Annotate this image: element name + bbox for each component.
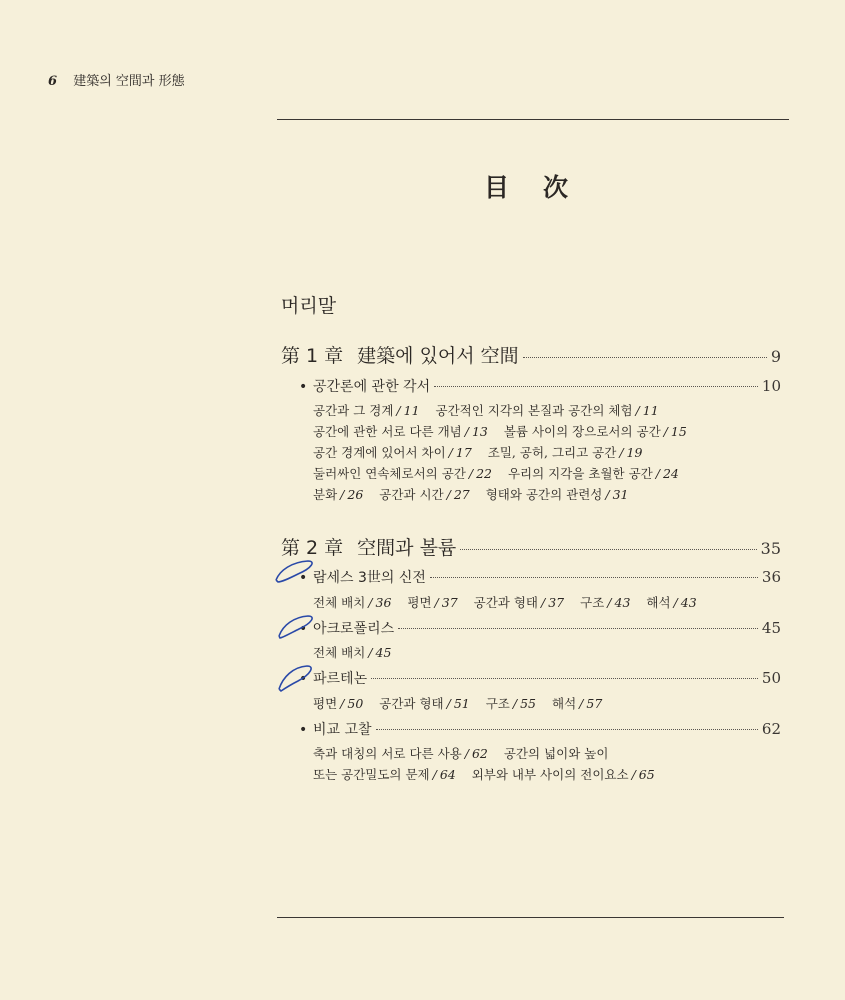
dot-leader (430, 577, 758, 578)
subtopic-page: 43 (614, 595, 631, 610)
pen-check-mark-icon (272, 558, 320, 588)
subtopic-text: 볼륨 사이의 장으로서의 공간 (503, 424, 661, 439)
subtopic-page: 64 (439, 767, 456, 782)
subtopic-text: 공간적인 지각의 본질과 공간의 체험 (435, 403, 633, 418)
bullet-icon: • (299, 671, 308, 687)
subtopic-line: 축과 대칭의 서로 다른 사용 / 62 공간의 넓이와 높이 (313, 746, 609, 761)
subtopic-text: 둘러싸인 연속체로서의 공간 (313, 466, 466, 481)
preface-entry: 머리말 (281, 295, 337, 317)
subtopic-line: 분화 / 26 공간과 시간 / 27 형태와 공간의 관련성 / 31 (313, 487, 629, 502)
subtopic-line: 전체 배치 / 36 평면 / 37 공간과 형태 / 37 구조 / 43 해석 / 43 (313, 595, 697, 610)
bullet-icon: • (299, 722, 308, 738)
subtopic-page: 15 (670, 424, 687, 439)
top-rule (277, 119, 789, 120)
subtopic-page: 24 (662, 466, 679, 481)
section-title: 아크로폴리스 (313, 621, 395, 637)
chapter-title: 建築에 있어서 空間 (357, 345, 519, 367)
section-page: 62 (761, 720, 781, 738)
subtopic-text: 평면 (313, 696, 338, 711)
subtopic-page: 13 (471, 424, 488, 439)
subtopic-text: 축과 대칭의 서로 다른 사용 (313, 746, 462, 761)
subtopic-text: 우리의 지각을 초월한 공간 (507, 466, 653, 481)
subtopic-text: 조밀, 공허, 그리고 공간 (487, 445, 617, 460)
section-entry (299, 567, 781, 587)
subtopic-text: 공간과 형태 (473, 595, 539, 610)
subtopic-line: 평면 / 50 공간과 형태 / 51 구조 / 55 해석 / 57 (313, 696, 603, 711)
subtopic-page: 36 (375, 595, 392, 610)
chapter-page: 9 (770, 347, 781, 366)
subtopic-text: 분화 (313, 487, 338, 502)
subtopic-text: 평면 (407, 595, 432, 610)
running-head-page-number: 6 (48, 74, 58, 89)
chapter-label: 第 1 章 (281, 345, 344, 367)
subtopic-page: 50 (347, 696, 364, 711)
subtopic-text: 공간의 넓이와 높이 (503, 746, 609, 761)
chapter-label: 第 2 章 (281, 537, 344, 559)
section-title: 비교 고찰 (313, 722, 372, 738)
subtopic-text: 외부와 내부 사이의 전이요소 (471, 767, 629, 782)
subtopic-text: 해석 (552, 696, 577, 711)
chapter-1-entry (281, 341, 781, 368)
bullet-icon: • (299, 621, 308, 637)
subtopic-line: 또는 공간밀도의 문제 / 64 외부와 내부 사이의 전이요소 / 65 (313, 767, 655, 782)
chapter-title: 空間과 볼륨 (357, 537, 457, 559)
subtopic-text: 구조 (485, 696, 510, 711)
section-title: 공간론에 관한 각서 (313, 379, 431, 395)
subtopic-page: 43 (680, 595, 697, 610)
section-entry (299, 376, 781, 396)
subtopic-line: 공간 경계에 있어서 차이 / 17 조밀, 공허, 그리고 공간 / 19 (313, 445, 643, 460)
section-entry (299, 719, 781, 739)
section-entry (299, 668, 781, 688)
chapter-page: 35 (760, 539, 781, 558)
pen-check-mark-icon (274, 612, 320, 642)
subtopic-text: 또는 공간밀도의 문제 (313, 767, 430, 782)
dot-leader (376, 729, 758, 730)
subtopic-text: 공간 경계에 있어서 차이 (313, 445, 446, 460)
dot-leader (371, 678, 758, 679)
subtopic-line: 둘러싸인 연속체로서의 공간 / 22 우리의 지각을 초월한 공간 / 24 (313, 466, 679, 481)
toc-title: 目次 (484, 173, 603, 202)
subtopic-page: 57 (586, 696, 603, 711)
subtopic-page: 17 (455, 445, 472, 460)
section-page: 50 (761, 669, 781, 687)
subtopic-text: 형태와 공간의 관련성 (485, 487, 603, 502)
bottom-rule (277, 917, 784, 918)
subtopic-page: 37 (441, 595, 458, 610)
bullet-icon: • (299, 570, 308, 586)
subtopic-page: 45 (375, 645, 392, 660)
subtopic-text: 전체 배치 (313, 595, 366, 610)
dot-leader (434, 386, 758, 387)
subtopic-page: 31 (612, 487, 629, 502)
subtopic-page: 27 (453, 487, 470, 502)
subtopic-text: 해석 (646, 595, 671, 610)
running-head-title: 建築의 空間과 形態 (73, 74, 185, 89)
section-entry (299, 618, 781, 638)
subtopic-text: 공간과 시간 (379, 487, 444, 502)
subtopic-text: 공간과 그 경계 (313, 403, 394, 418)
subtopic-page: 19 (626, 445, 643, 460)
subtopic-page: 22 (476, 466, 492, 481)
subtopic-page: 65 (638, 767, 655, 782)
running-head (48, 70, 185, 89)
chapter-2-entry (281, 533, 781, 560)
subtopic-line: 공간에 관한 서로 다른 개념 / 13 볼륨 사이의 장으로서의 공간 / 15 (313, 424, 687, 439)
subtopic-text: 공간과 형태 (379, 696, 444, 711)
section-title: 람세스 3世의 신전 (313, 570, 426, 586)
subtopic-page: 26 (347, 487, 364, 502)
subtopic-page: 51 (453, 696, 470, 711)
subtopic-text: 공간에 관한 서로 다른 개념 (313, 424, 462, 439)
pen-check-mark-icon (274, 662, 320, 694)
subtopic-page: 55 (520, 696, 537, 711)
bullet-icon: • (299, 379, 308, 395)
section-title: 파르테논 (313, 671, 368, 687)
subtopic-page: 62 (471, 746, 488, 761)
section-page: 10 (761, 377, 781, 395)
dot-leader (460, 549, 756, 550)
subtopic-line: 전체 배치 / 45 (313, 645, 392, 660)
subtopic-page: 11 (403, 403, 420, 418)
dot-leader (398, 628, 758, 629)
subtopic-page: 11 (642, 403, 659, 418)
subtopic-text: 구조 (580, 595, 605, 610)
subtopic-page: 37 (548, 595, 565, 610)
section-page: 45 (761, 619, 781, 637)
subtopic-line: 공간과 그 경계 / 11 공간적인 지각의 본질과 공간의 체험 / 11 (313, 403, 659, 418)
subtopic-text: 전체 배치 (313, 645, 366, 660)
section-page: 36 (761, 568, 781, 586)
dot-leader (523, 357, 767, 358)
